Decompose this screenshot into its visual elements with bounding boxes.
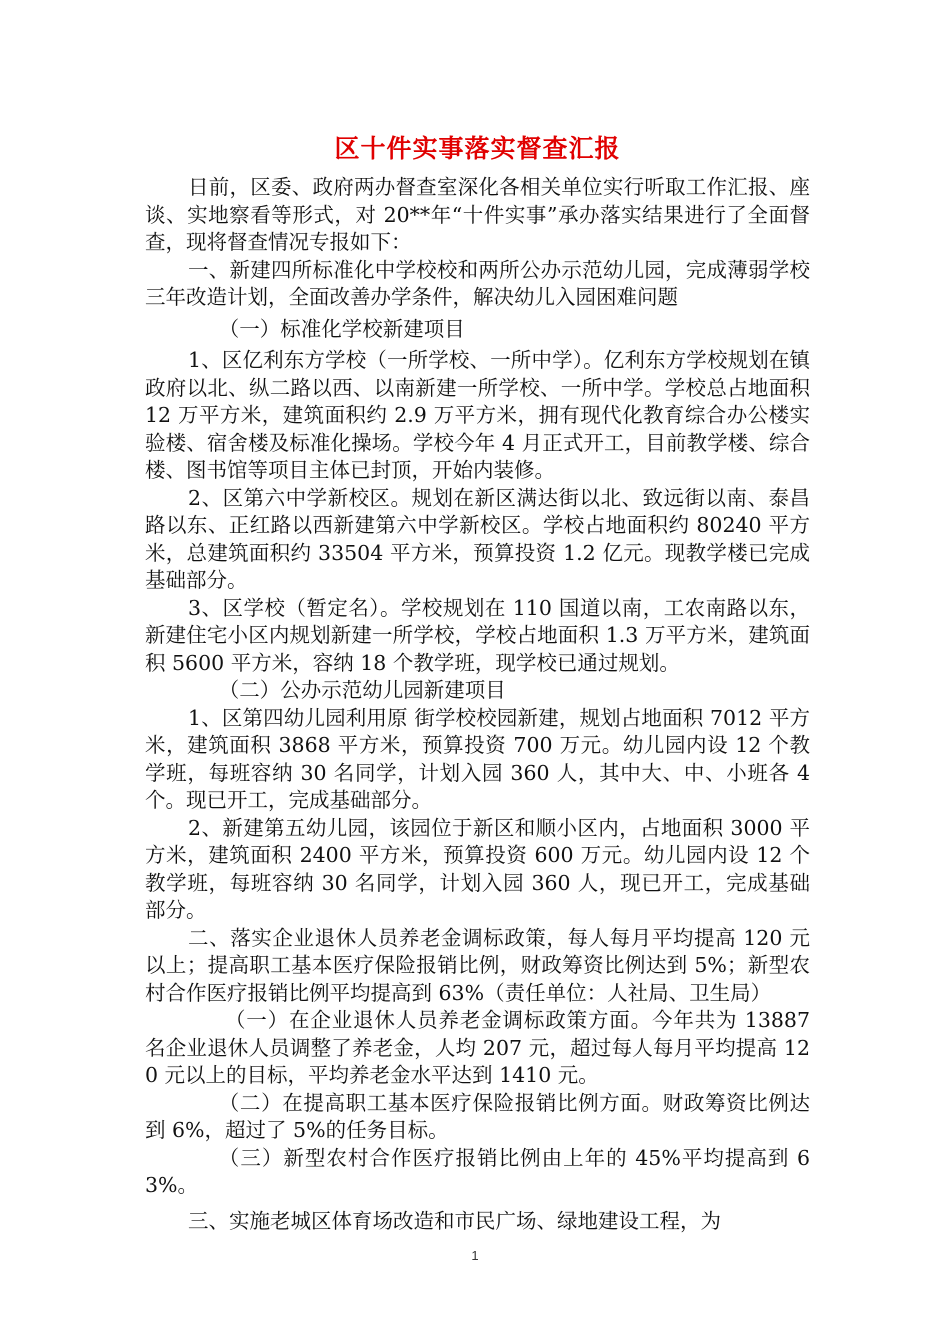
document-title: 区十件实事落实督查汇报 <box>334 134 621 163</box>
rural-medical-paragraph: （三）新型农村合作医疗报销比例由上年的 45%平均提高到 63%。 <box>145 1145 810 1197</box>
pension-paragraph: （一）在企业退休人员养老金调标政策方面。今年共为 13887 名企业退休人员调整了养老金，人均 207 元，超过每人每月平均提高 120 元以上的目标，平均养老金水平达到 1410 元。 <box>145 1008 810 1087</box>
section-three-heading: 三、实施老城区体育场改造和市民广场、绿地建设工程，为 <box>188 1208 722 1233</box>
school-item-1: 1、区亿利东方学校（一所学校、一所中学）。亿利东方学校规划在镇政府以北、纵二路以西、以南新建一所学校、一所中学。学校总占地面积 12 万平方米，建筑面积约 2.9 万平方米，拥有现代化教育综合办公楼实验楼、宿舍楼及标准化操场。学校今年 4 月正式开工，目前教学楼、综合楼、图书馆等项目主体已封顶，开始内装修。 <box>145 348 810 482</box>
medical-insurance-paragraph: （二）在提高职工基本医疗保险报销比例方面。财政筹资比例达到 6%，超过了 5%的任务目标。 <box>145 1090 810 1142</box>
kindergarten-item-1: 1、区第四幼儿园利用原 街学校校园新建，规划占地面积 7012 平方米，建筑面积 3868 平方米，预算投资 700 万元。幼儿园内设 12 个教学班，每班容纳 30 名同学，计划入园 360 人，其中大、中、小班各 4 个。现已开工，完成基础部分。 <box>145 705 810 812</box>
school-item-2: 2、区第六中学新校区。规划在新区满达街以北、致远街以南、泰昌路以东、正红路以西新建第六中学新校区。学校占地面积约 80240 平方米，总建筑面积约 33504 平方米，预算投资 1.2 亿元。现教学楼已完成基础部分。 <box>145 485 810 592</box>
school-item-3: 3、区学校（暂定名）。学校规划在 110 国道以南，工农南路以东，新建住宅小区内规划新建一所学校，学校占地面积 1.3 万平方米，建筑面积 5600 平方米，容纳 18 个教学班，现学校已通过规划。 <box>145 595 810 675</box>
subsection-kindergarten-heading: （二）公办示范幼儿园新建项目 <box>218 678 506 702</box>
section-one-heading: 一、新建四所标准化中学校校和两所公办示范幼儿园，完成薄弱学校三年改造计划，全面改善办学条件，解决幼儿入园困难问题 <box>145 257 810 309</box>
intro-paragraph: 日前，区委、政府两办督查室深化各相关单位实行听取工作汇报、座谈、实地察看等形式，对 20**年“十件实事”承办落实结果进行了全面督查，现将督查情况专报如下： <box>145 175 810 254</box>
subsection-schools-heading: （一）标准化学校新建项目 <box>218 316 465 341</box>
section-two-heading: 二、落实企业退休人员养老金调标政策，每人每月平均提高 120 元以上；提高职工基本医疗保险报销比例，财政筹资比例达到 5%；新型农村合作医疗报销比例平均提高到 63%（责任单位：人社局、卫生局） <box>145 925 810 1005</box>
kindergarten-item-2: 2、新建第五幼儿园，该园位于新区和顺小区内，占地面积 3000 平方米，建筑面积 2400 平方米，预算投资 600 万元。幼儿园内设 12 个教学班，每班容纳 30 名同学，计划入园 360 人，现已开工，完成基础部分。 <box>145 815 810 922</box>
document-body <box>145 132 810 1235</box>
page-number: 1 <box>471 1248 479 1263</box>
